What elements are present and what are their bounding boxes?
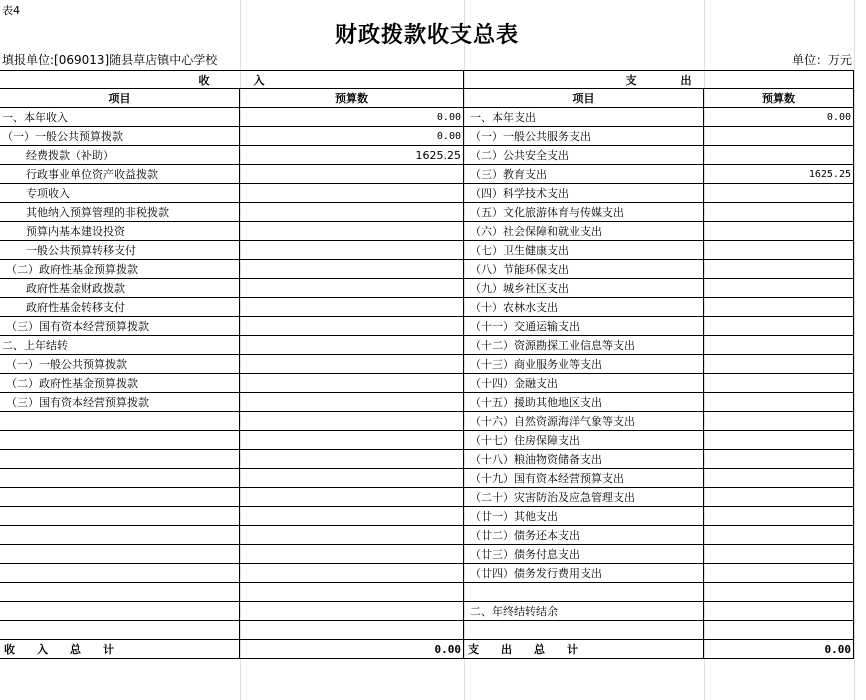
income-item-cell <box>0 507 240 526</box>
expense-item-cell: （十八）粮油物资储备支出 <box>464 450 704 469</box>
income-budget-cell <box>240 469 464 488</box>
expense-budget-cell <box>704 298 854 317</box>
income-budget-cell <box>240 412 464 431</box>
expense-budget-cell <box>704 621 854 640</box>
expense-budget-cell <box>704 336 854 355</box>
table-row <box>0 469 866 488</box>
table-row <box>0 355 866 374</box>
expense-budget-cell <box>704 203 854 222</box>
income-item-cell: （二）政府性基金预算拨款 <box>0 260 240 279</box>
income-item-cell: 其他纳入预算管理的非税拨款 <box>0 203 240 222</box>
expense-budget-cell <box>704 450 854 469</box>
expense-budget-cell: 1625.25 <box>704 165 854 184</box>
income-budget-cell <box>240 317 464 336</box>
income-item-cell <box>0 545 240 564</box>
expense-budget-cell <box>704 184 854 203</box>
table-row <box>0 431 866 450</box>
expense-item-cell <box>464 621 704 640</box>
income-item-cell: 经费拨款（补助） <box>0 146 240 165</box>
income-item-cell <box>0 469 240 488</box>
income-budget-cell: 0.00 <box>240 127 464 146</box>
income-budget-cell <box>240 241 464 260</box>
table-row <box>0 526 866 545</box>
income-budget-cell <box>240 203 464 222</box>
income-item-cell: 一、本年收入 <box>0 108 240 127</box>
expense-budget-cell <box>704 545 854 564</box>
income-item-cell: 行政事业单位资产收益拨款 <box>0 165 240 184</box>
expense-budget-cell <box>704 317 854 336</box>
expense-item-cell: （廿一）其他支出 <box>464 507 704 526</box>
income-item-header: 项目 <box>0 89 240 108</box>
income-item-cell <box>0 450 240 469</box>
income-item-cell <box>0 564 240 583</box>
income-budget-cell <box>240 165 464 184</box>
table-row <box>0 488 866 507</box>
table-row <box>0 412 866 431</box>
expense-budget-cell <box>704 526 854 545</box>
income-budget-cell <box>240 355 464 374</box>
expense-budget-cell <box>704 355 854 374</box>
section-header-row <box>0 70 866 89</box>
table-row <box>0 184 866 203</box>
expense-item-cell: （廿三）债务付息支出 <box>464 545 704 564</box>
table-row <box>0 317 866 336</box>
expense-item-cell: （十六）自然资源海洋气象等支出 <box>464 412 704 431</box>
income-item-cell <box>0 526 240 545</box>
expense-budget-cell <box>704 469 854 488</box>
income-item-cell: 政府性基金转移支付 <box>0 298 240 317</box>
expense-item-cell: （一）一般公共服务支出 <box>464 127 704 146</box>
expense-item-cell: （四）科学技术支出 <box>464 184 704 203</box>
income-budget-cell <box>240 488 464 507</box>
table-row <box>0 298 866 317</box>
expense-item-cell: （七）卫生健康支出 <box>464 241 704 260</box>
table-row <box>0 583 866 602</box>
reporting-unit: 填报单位:[069013]随县草店镇中心学校 <box>2 53 218 67</box>
expense-budget-cell <box>704 241 854 260</box>
expense-budget-cell <box>704 412 854 431</box>
income-budget-cell <box>240 526 464 545</box>
table-row <box>0 374 866 393</box>
total-income-value: 0.00 <box>240 640 464 659</box>
expense-item-cell: （六）社会保障和就业支出 <box>464 222 704 241</box>
income-item-cell: 二、上年结转 <box>0 336 240 355</box>
expense-budget-cell <box>704 431 854 450</box>
total-expense-label: 支 出 总 计 <box>464 640 704 659</box>
income-item-cell: （一）一般公共预算拨款 <box>0 355 240 374</box>
expense-budget-header: 预算数 <box>704 89 854 108</box>
expense-budget-cell <box>704 222 854 241</box>
table-row <box>0 241 866 260</box>
total-expense-value: 0.00 <box>704 640 854 659</box>
expense-item-cell: （廿二）债务还本支出 <box>464 526 704 545</box>
income-item-cell: （三）国有资本经营预算拨款 <box>0 393 240 412</box>
table-row <box>0 127 866 146</box>
income-budget-cell <box>240 260 464 279</box>
expense-item-cell: （十三）商业服务业等支出 <box>464 355 704 374</box>
income-budget-cell <box>240 222 464 241</box>
income-item-cell <box>0 583 240 602</box>
income-item-cell <box>0 412 240 431</box>
expense-item-header: 项目 <box>464 89 704 108</box>
table-tag: 表4 <box>2 4 20 17</box>
table-row <box>0 336 866 355</box>
expense-item-cell: （八）节能环保支出 <box>464 260 704 279</box>
income-item-cell: （二）政府性基金预算拨款 <box>0 374 240 393</box>
expense-item-cell: 一、本年支出 <box>464 108 704 127</box>
table-row <box>0 602 866 621</box>
income-budget-cell: 1625.25 <box>240 146 464 165</box>
table-row <box>0 108 866 127</box>
income-item-cell <box>0 621 240 640</box>
income-budget-cell: 0.00 <box>240 108 464 127</box>
income-budget-cell <box>240 583 464 602</box>
expense-budget-cell <box>704 507 854 526</box>
expense-budget-cell <box>704 146 854 165</box>
income-budget-cell <box>240 602 464 621</box>
income-item-cell: （三）国有资本经营预算拨款 <box>0 317 240 336</box>
table-row <box>0 564 866 583</box>
currency-unit: 单位：万元 <box>791 53 852 67</box>
table-row <box>0 203 866 222</box>
expense-budget-cell <box>704 488 854 507</box>
total-row <box>0 640 866 659</box>
income-item-cell <box>0 431 240 450</box>
expense-item-cell: （十九）国有资本经营预算支出 <box>464 469 704 488</box>
income-item-cell <box>0 602 240 621</box>
expense-item-cell: （二十）灾害防治及应急管理支出 <box>464 488 704 507</box>
expense-budget-cell <box>704 602 854 621</box>
expense-item-cell: （廿四）债务发行费用支出 <box>464 564 704 583</box>
expense-item-cell: 二、年终结转结余 <box>464 602 704 621</box>
column-header-row <box>0 89 866 108</box>
income-item-cell: 一般公共预算转移支付 <box>0 241 240 260</box>
income-budget-cell <box>240 393 464 412</box>
income-budget-cell <box>240 507 464 526</box>
expense-item-cell: （十四）金融支出 <box>464 374 704 393</box>
expense-item-cell: （二）公共安全支出 <box>464 146 704 165</box>
income-item-cell: 政府性基金财政拨款 <box>0 279 240 298</box>
expense-budget-cell <box>704 393 854 412</box>
income-budget-cell <box>240 336 464 355</box>
expense-budget-cell <box>704 260 854 279</box>
income-budget-cell <box>240 450 464 469</box>
income-budget-cell <box>240 374 464 393</box>
income-budget-cell <box>240 279 464 298</box>
expense-item-cell: （十五）援助其他地区支出 <box>464 393 704 412</box>
expense-budget-cell <box>704 583 854 602</box>
table-row <box>0 260 866 279</box>
expense-budget-cell <box>704 279 854 298</box>
income-budget-cell <box>240 431 464 450</box>
unit-row <box>0 51 866 70</box>
page-title: 财政拨款收支总表 <box>334 22 519 48</box>
expense-section-header: 支 出 <box>464 70 854 89</box>
income-section-header: 收 入 <box>0 70 464 89</box>
income-item-cell <box>0 488 240 507</box>
income-budget-cell <box>240 545 464 564</box>
expense-budget-cell: 0.00 <box>704 108 854 127</box>
expense-item-cell: （三）教育支出 <box>464 165 704 184</box>
income-budget-cell <box>240 298 464 317</box>
table-row <box>0 146 866 165</box>
expense-budget-cell <box>704 564 854 583</box>
table-row <box>0 450 866 469</box>
expense-item-cell <box>464 583 704 602</box>
expense-item-cell: （五）文化旅游体育与传媒支出 <box>464 203 704 222</box>
income-item-cell: 预算内基本建设投资 <box>0 222 240 241</box>
income-budget-cell <box>240 564 464 583</box>
title-row <box>0 19 866 51</box>
expense-budget-cell <box>704 127 854 146</box>
expense-item-cell: （十二）资源勘探工业信息等支出 <box>464 336 704 355</box>
total-income-label: 收 入 总 计 <box>0 640 240 659</box>
expense-item-cell: （十一）交通运输支出 <box>464 317 704 336</box>
table-row <box>0 393 866 412</box>
expense-item-cell: （十七）住房保障支出 <box>464 431 704 450</box>
income-budget-cell <box>240 184 464 203</box>
table-row <box>0 621 866 640</box>
income-item-cell: 专项收入 <box>0 184 240 203</box>
expense-item-cell: （十）农林水支出 <box>464 298 704 317</box>
table-row <box>0 545 866 564</box>
table-row <box>0 222 866 241</box>
table-row <box>0 165 866 184</box>
income-budget-header: 预算数 <box>240 89 464 108</box>
income-budget-cell <box>240 621 464 640</box>
income-item-cell: （一）一般公共预算拨款 <box>0 127 240 146</box>
expense-item-cell: （九）城乡社区支出 <box>464 279 704 298</box>
table-row <box>0 507 866 526</box>
expense-budget-cell <box>704 374 854 393</box>
table-row <box>0 279 866 298</box>
